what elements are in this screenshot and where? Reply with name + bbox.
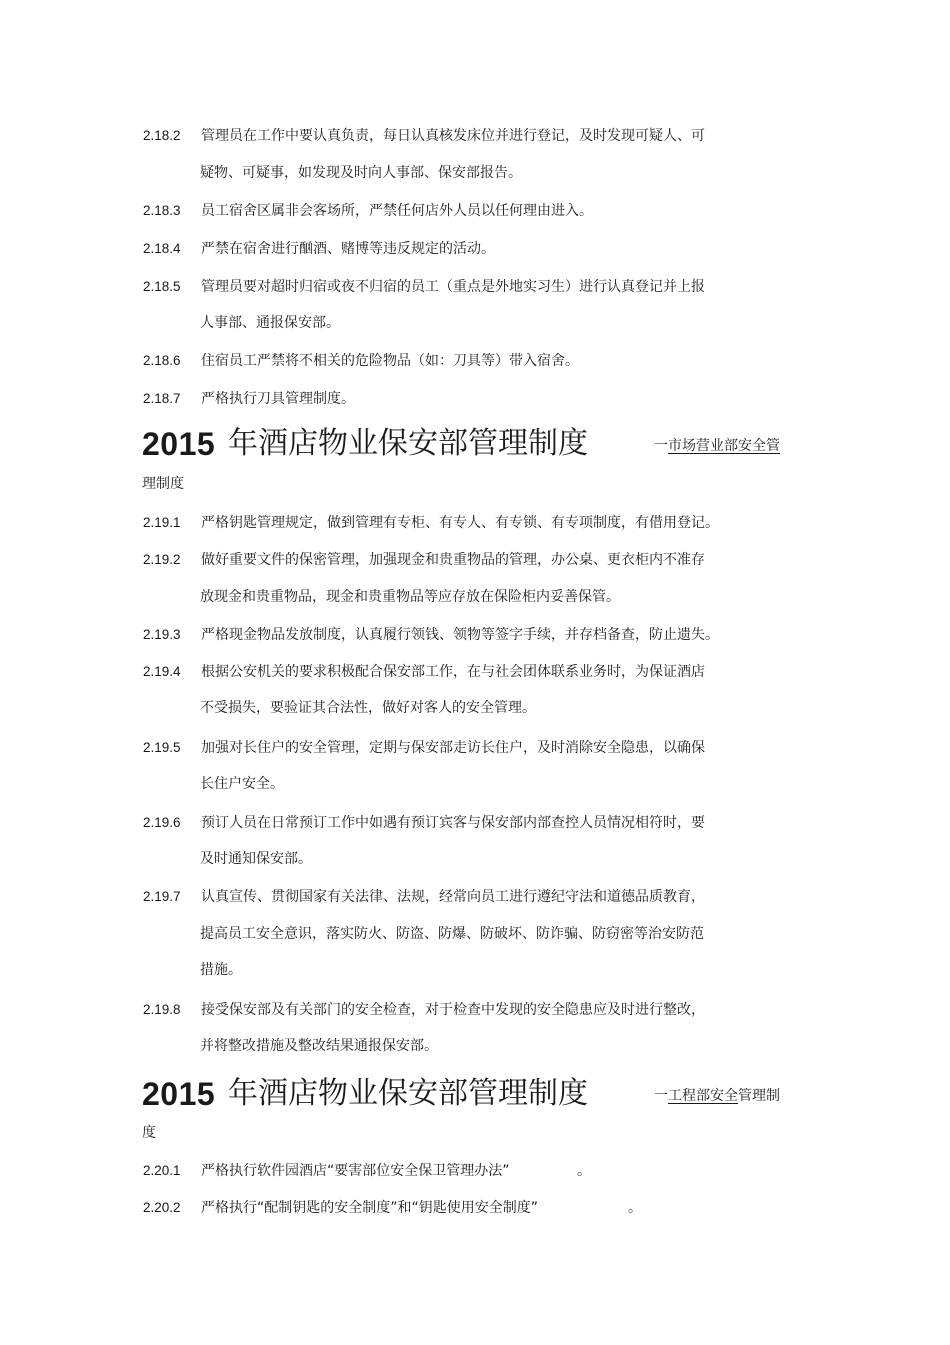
section-heading-sales <box>142 424 802 464</box>
heading-subtitle-underlined: 工程部安全 <box>668 1088 738 1104</box>
clause-text-line: 员工宿舍区属非会客场所，严禁任何店外人员以任何理由进入。 <box>201 203 593 219</box>
clause-text-line: 放现金和贵重物品，现金和贵重物品等应存放在保险柜内妥善保管。 <box>200 589 620 605</box>
section-heading-engineering <box>142 1074 802 1114</box>
clause-text-line: 疑物、可疑事，如发现及时向人事部、保安部报告。 <box>200 165 522 181</box>
heading-dash: 一 <box>654 1088 668 1104</box>
clause-2-20-2 <box>143 1199 803 1219</box>
clause-number: 2.19.2 <box>143 552 181 567</box>
clause-2-19-1 <box>143 514 803 534</box>
clause-number: 2.19.8 <box>143 1002 181 1017</box>
clause-number: 2.19.7 <box>143 889 181 904</box>
clause-number: 2.20.2 <box>143 1200 181 1215</box>
clause-number: 2.18.3 <box>143 203 181 218</box>
clause-2-18-2 <box>143 127 803 187</box>
heading-subtitle-wrap: 理制度 <box>142 476 184 492</box>
clause-number: 2.18.7 <box>143 391 181 406</box>
clause-text-line: 严格钥匙管理规定，做到管理有专柜、有专人、有专锁、有专项制度，有借用登记。 <box>201 515 719 531</box>
clause-2-18-5 <box>143 278 803 338</box>
clause-number: 2.19.6 <box>143 815 181 830</box>
heading-subtitle-wrap: 度 <box>142 1125 156 1141</box>
heading-subtitle-underlined: 市场营业部安全管 <box>668 438 780 454</box>
clause-number: 2.20.1 <box>143 1163 181 1178</box>
clause-2-20-1 <box>143 1162 803 1182</box>
clause-number: 2.19.3 <box>143 627 181 642</box>
clause-tail-period: 。 <box>577 1163 591 1179</box>
clause-text-line: 严格现金物品发放制度，认真履行领钱、领物等签字手续，并存档备查，防止遗失。 <box>201 627 719 643</box>
heading-year: 2015 <box>142 1076 216 1112</box>
clause-2-19-3 <box>143 626 803 646</box>
clause-text-line: 严格执行“配制钥匙的安全制度”和“钥匙使用安全制度” <box>201 1200 539 1216</box>
clause-text-line: 严格执行刀具管理制度。 <box>201 391 355 407</box>
clause-text-line: 提高员工安全意识，落实防火、防盗、防爆、防破坏、防诈骗、防窃密等治安防范 <box>200 926 704 942</box>
clause-text-line: 住宿员工严禁将不相关的危险物品（如：刀具等）带入宿舍。 <box>201 353 579 369</box>
clause-number: 2.19.4 <box>143 664 181 679</box>
clause-text-line: 长住户安全。 <box>200 776 284 792</box>
clause-number: 2.19.5 <box>143 740 181 755</box>
clause-number: 2.18.5 <box>143 279 181 294</box>
heading-subtitle <box>654 1086 780 1106</box>
clause-number: 2.18.6 <box>143 353 181 368</box>
clause-text-line: 严禁在宿舍进行酗酒、赌博等违反规定的活动。 <box>201 241 495 257</box>
clause-number: 2.18.2 <box>143 128 181 143</box>
clause-tail-period: 。 <box>628 1200 642 1216</box>
clause-2-18-7 <box>143 390 803 410</box>
clause-number: 2.19.1 <box>143 515 181 530</box>
clause-text-line: 预订人员在日常预订工作中如遇有预订宾客与保安部内部查控人员情况相符时，要 <box>201 815 705 831</box>
clause-text-line: 做好重要文件的保密管理，加强现金和贵重物品的管理，办公桌、更衣柜内不准存 <box>201 552 705 568</box>
clause-2-19-4 <box>143 663 803 723</box>
heading-title: 年酒店物业保安部管理制度 <box>228 426 588 461</box>
clause-2-18-3 <box>143 202 803 222</box>
clause-text-line: 根据公安机关的要求积极配合保安部工作，在与社会团体联系业务时，为保证酒店 <box>201 664 705 680</box>
clause-2-19-7 <box>143 888 803 984</box>
clause-text-line: 及时通知保安部。 <box>200 851 312 867</box>
clause-2-18-4 <box>143 240 803 260</box>
clause-text-line: 管理员在工作中要认真负责，每日认真核发床位并进行登记，及时发现可疑人、可 <box>201 128 705 144</box>
clause-number: 2.18.4 <box>143 241 181 256</box>
clause-2-19-6 <box>143 814 803 874</box>
heading-title: 年酒店物业保安部管理制度 <box>228 1076 588 1111</box>
heading-dash: 一 <box>654 438 668 454</box>
clause-text-line: 不受损失，要验证其合法性，做好对客人的安全管理。 <box>200 700 536 716</box>
heading-year: 2015 <box>142 426 216 462</box>
clause-text-line: 接受保安部及有关部门的安全检查，对于检查中发现的安全隐患应及时进行整改， <box>201 1002 705 1018</box>
clause-text-line: 严格执行软件园酒店“要害部位安全保卫管理办法” <box>201 1163 510 1179</box>
clause-text-line: 措施。 <box>200 962 242 978</box>
clause-text-line: 管理员要对超时归宿或夜不归宿的员工（重点是外地实习生）进行认真登记并上报 <box>201 279 705 295</box>
clause-text-line: 认真宣传、贯彻国家有关法律、法规，经常向员工进行遵纪守法和道德品质教育， <box>201 889 705 905</box>
clause-2-19-5 <box>143 739 803 799</box>
heading-subtitle-plain: 管理制 <box>738 1088 780 1104</box>
clause-2-19-2 <box>143 551 803 611</box>
clause-text-line: 加强对长住户的安全管理，定期与保安部走访长住户，及时消除安全隐患，以确保 <box>201 740 705 756</box>
clause-2-18-6 <box>143 352 803 372</box>
clause-2-19-8 <box>143 1001 803 1061</box>
heading-subtitle <box>654 436 780 456</box>
clause-text-line: 并将整改措施及整改结果通报保安部。 <box>200 1038 438 1054</box>
clause-text-line: 人事部、通报保安部。 <box>200 315 340 331</box>
